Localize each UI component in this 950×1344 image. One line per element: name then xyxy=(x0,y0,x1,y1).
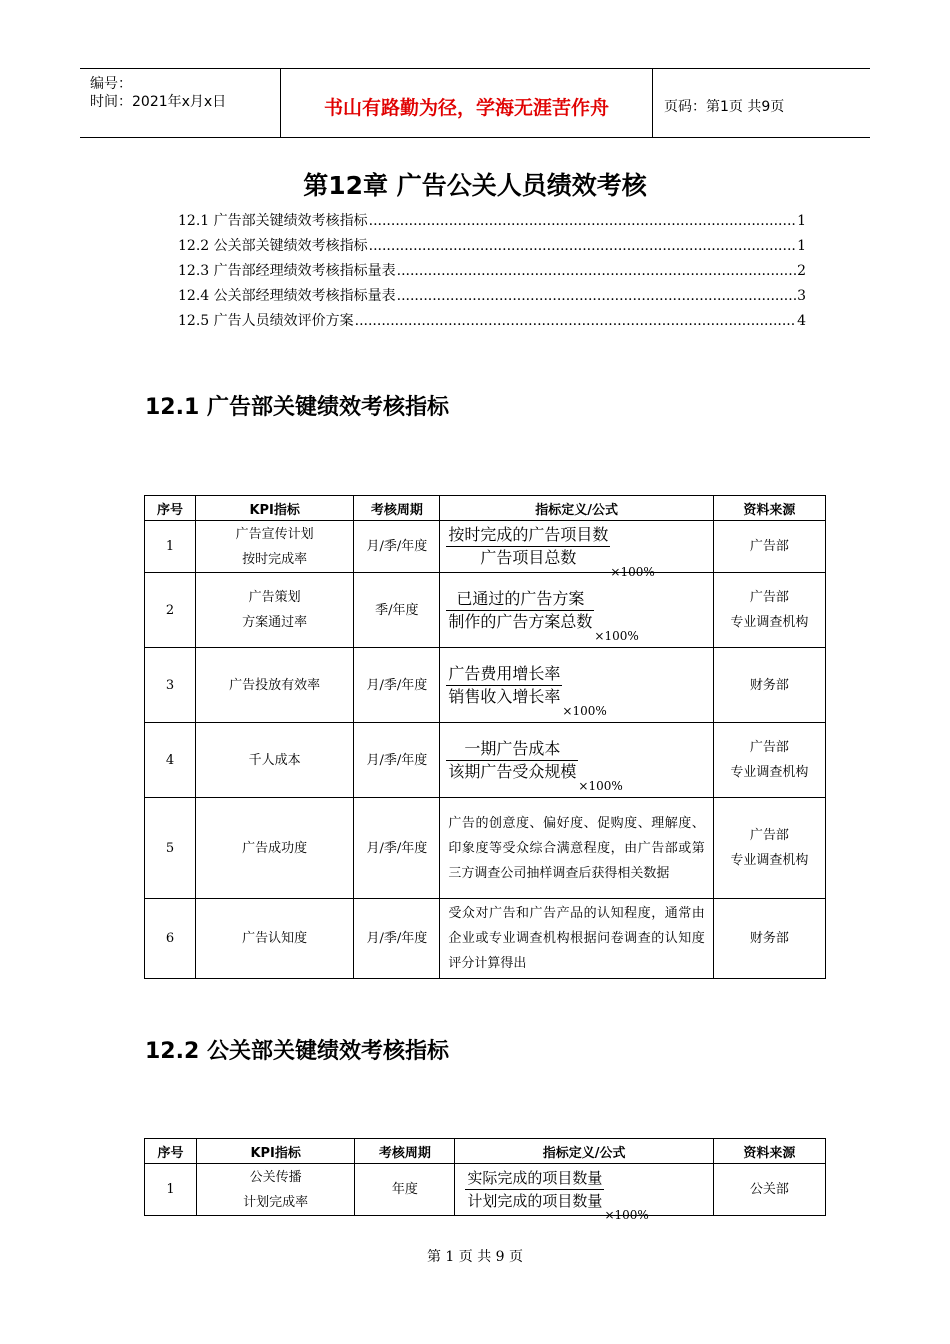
column-header: 指标定义/公式 xyxy=(455,1139,713,1164)
definition-text: 受众对广告和广告产品的认知程度，通常由企业或专业调查机构根据问卷调查的认知度评分计算得出 xyxy=(440,899,713,979)
column-header: 指标定义/公式 xyxy=(440,496,713,521)
toc-entry-text: 12.3 广告部经理绩效考核指标量表 xyxy=(178,263,396,279)
kpi-name-line: 广告投放有效率 xyxy=(229,677,321,693)
toc-leader xyxy=(369,213,796,229)
table-header-row xyxy=(145,496,826,521)
formula-denominator: 计划完成的项目数量 xyxy=(467,1192,603,1210)
source-line: 广告部 xyxy=(749,539,789,554)
table-of-contents xyxy=(178,210,806,335)
data-source xyxy=(713,798,825,899)
toc-entry-page: 4 xyxy=(797,313,806,329)
chapter-title: 第12章 广告公关人员绩效考核 xyxy=(303,171,647,200)
period: 月/季/年度 xyxy=(354,723,440,798)
toc-entry-text: 12.4 公关部经理绩效考核指标量表 xyxy=(178,288,396,304)
page-header xyxy=(80,68,870,138)
kpi-name xyxy=(196,798,354,899)
period: 月/季/年度 xyxy=(354,521,440,573)
table-row xyxy=(145,521,826,573)
column-header: 资料来源 xyxy=(713,1139,825,1164)
page-footer: 第 1 页 共 9 页 xyxy=(426,1249,524,1265)
toc-entry[interactable] xyxy=(178,260,806,285)
row-number: 1 xyxy=(145,1164,197,1216)
source-line: 公关部 xyxy=(749,1182,789,1197)
formula-denominator: 销售收入增长率 xyxy=(448,686,561,706)
formula-denominator: 制作的广告方案总数 xyxy=(448,611,593,631)
toc-leader xyxy=(397,288,796,304)
formula-numerator: 一期广告成本 xyxy=(446,738,578,761)
toc-entry[interactable] xyxy=(178,310,806,335)
table-row xyxy=(145,798,826,899)
toc-entry-text: 12.2 公关部关键绩效考核指标 xyxy=(178,238,368,254)
toc-entry-page: 1 xyxy=(797,238,806,254)
column-header: 序号 xyxy=(145,496,196,521)
column-header: 资料来源 xyxy=(713,496,825,521)
table-row xyxy=(145,648,826,723)
column-header: 考核周期 xyxy=(355,1139,455,1164)
kpi-name-line: 按时完成率 xyxy=(242,551,308,567)
kpi-name-line: 计划完成率 xyxy=(243,1194,309,1210)
source-line: 广告部 xyxy=(749,740,789,755)
kpi-name-line: 广告成功度 xyxy=(242,840,308,856)
row-number: 3 xyxy=(145,648,196,723)
data-source xyxy=(713,573,825,648)
kpi-name xyxy=(196,521,354,573)
kpi-name-line: 广告宣传计划 xyxy=(235,526,314,542)
period: 月/季/年度 xyxy=(354,899,440,979)
source-line: 财务部 xyxy=(749,931,789,946)
data-source xyxy=(713,521,825,573)
kpi-name-line: 广告策划 xyxy=(248,590,301,605)
formula-multiplier: ×100% xyxy=(562,703,607,718)
data-source xyxy=(713,723,825,798)
formula-numerator: 实际完成的项目数量 xyxy=(465,1167,604,1190)
period: 月/季/年度 xyxy=(354,648,440,723)
definition-text: 广告的创意度、偏好度、促购度、理解度、印象度等受众综合满意程度，由广告部或第三方调查公司抽样调查后获得相关数据 xyxy=(440,798,713,899)
period: 年度 xyxy=(355,1164,455,1216)
kpi-name xyxy=(196,723,354,798)
toc-entry-page: 3 xyxy=(797,288,806,304)
kpi-name xyxy=(197,1164,355,1216)
formula xyxy=(440,573,713,648)
column-header: 序号 xyxy=(145,1139,197,1164)
toc-leader xyxy=(397,263,796,279)
kpi-name-line: 广告认知度 xyxy=(242,931,308,946)
kpi-name xyxy=(196,573,354,648)
source-line: 专业调查机构 xyxy=(730,765,809,780)
column-header: KPI指标 xyxy=(196,496,354,521)
header-motto: 书山有路勤为径，学海无涯苦作舟 xyxy=(281,69,653,137)
toc-leader xyxy=(369,238,796,254)
row-number: 5 xyxy=(145,798,196,899)
formula-numerator: 广告费用增长率 xyxy=(446,663,562,686)
row-number: 2 xyxy=(145,573,196,648)
formula-denominator: 该期广告受众规模 xyxy=(448,761,577,781)
table-row xyxy=(145,899,826,979)
formula-multiplier: ×100% xyxy=(604,1208,649,1222)
source-line: 财务部 xyxy=(749,677,789,693)
formula-numerator: 已通过的广告方案 xyxy=(446,588,594,611)
formula xyxy=(440,648,713,723)
source-line: 专业调查机构 xyxy=(730,853,809,868)
kpi-name-line: 千人成本 xyxy=(248,752,301,768)
period: 月/季/年度 xyxy=(354,798,440,899)
formula-multiplier: ×100% xyxy=(594,628,639,643)
time-label: 时间：2021年x月x日 xyxy=(90,94,227,110)
toc-leader xyxy=(355,313,796,329)
source-line: 广告部 xyxy=(749,828,789,843)
formula xyxy=(440,723,713,798)
toc-entry[interactable] xyxy=(178,285,806,310)
row-number: 4 xyxy=(145,723,196,798)
kpi-table-pr xyxy=(144,1138,826,1222)
toc-entry-text: 12.5 广告人员绩效评价方案 xyxy=(178,313,354,329)
toc-entry[interactable] xyxy=(178,210,806,235)
source-line: 专业调查机构 xyxy=(730,615,809,630)
formula-multiplier: ×100% xyxy=(578,778,623,793)
header-page-label: 页码：第1页 共9页 xyxy=(664,99,785,115)
formula-denominator: 广告项目总数 xyxy=(480,548,577,567)
toc-entry-text: 12.1 广告部关键绩效考核指标 xyxy=(178,213,368,229)
source-line: 广告部 xyxy=(749,590,789,605)
data-source xyxy=(713,899,825,979)
table-row xyxy=(145,1164,826,1216)
toc-entry-page: 2 xyxy=(797,263,806,279)
table-row xyxy=(145,723,826,798)
kpi-name-line: 方案通过率 xyxy=(242,615,308,630)
data-source xyxy=(713,1164,825,1216)
kpi-name-line: 公关传播 xyxy=(249,1169,302,1185)
period: 季/年度 xyxy=(354,573,440,648)
formula xyxy=(440,521,713,579)
toc-entry[interactable] xyxy=(178,235,806,260)
section-heading-12-1: 12.1 广告部关键绩效考核指标 xyxy=(145,395,449,420)
row-number: 1 xyxy=(145,521,196,573)
column-header: KPI指标 xyxy=(197,1139,355,1164)
kpi-name xyxy=(196,899,354,979)
row-number: 6 xyxy=(145,899,196,979)
formula-numerator: 按时完成的广告项目数 xyxy=(446,524,610,547)
toc-entry-page: 1 xyxy=(797,213,806,229)
number-label: 编号： xyxy=(90,76,132,92)
header-meta xyxy=(80,69,281,137)
table-row xyxy=(145,573,826,648)
table-header-row xyxy=(145,1139,826,1164)
data-source xyxy=(713,648,825,723)
kpi-name xyxy=(196,648,354,723)
kpi-table-advertising xyxy=(144,495,826,979)
section-heading-12-2: 12.2 公关部关键绩效考核指标 xyxy=(145,1039,449,1064)
formula-multiplier: ×100% xyxy=(610,565,655,579)
column-header: 考核周期 xyxy=(354,496,440,521)
formula xyxy=(455,1164,713,1222)
